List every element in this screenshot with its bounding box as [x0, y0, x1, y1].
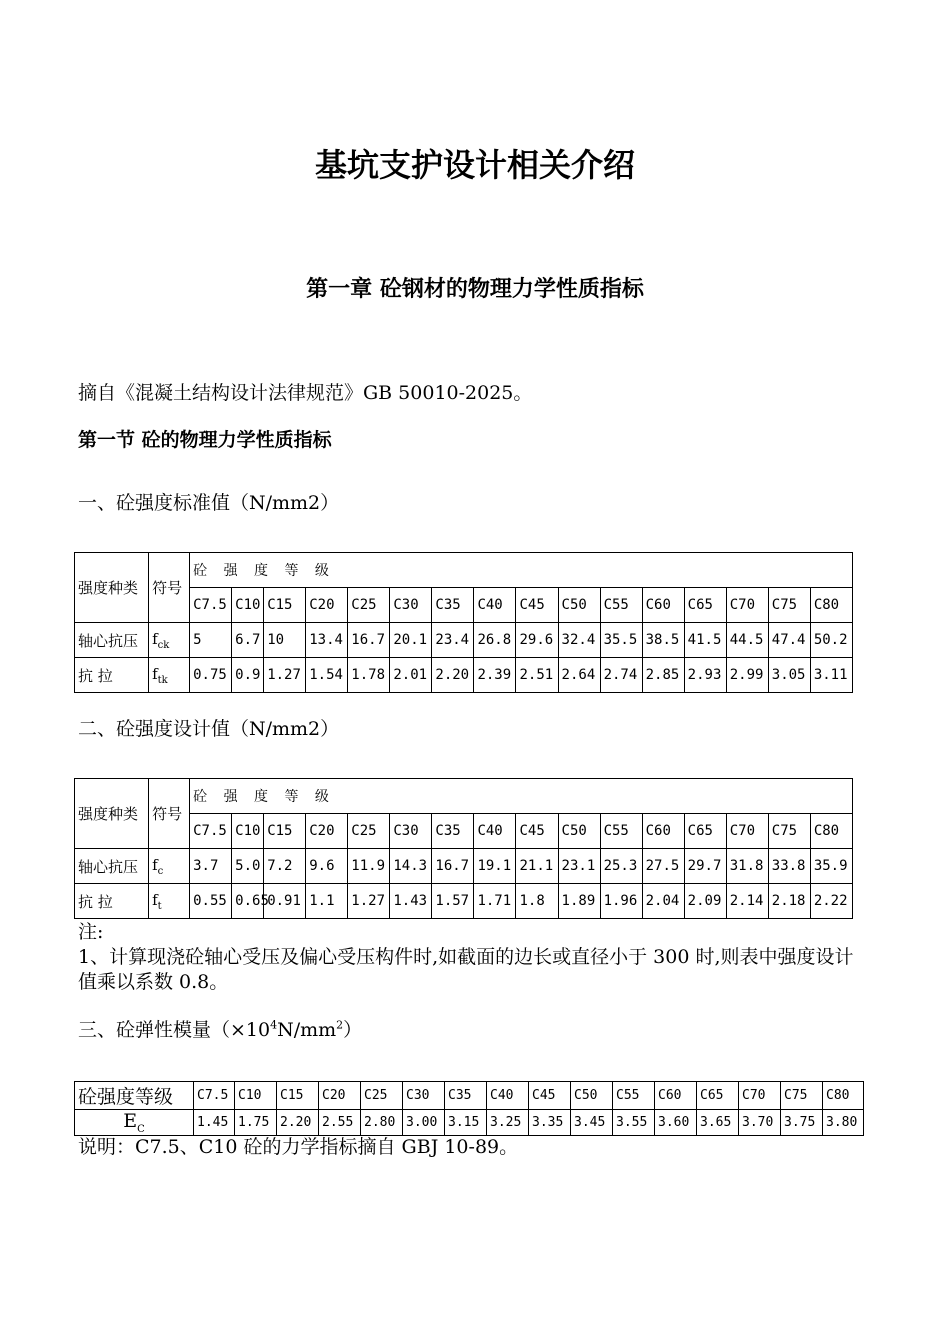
- grade-cell: C50: [558, 814, 600, 849]
- grade-cell: C10: [235, 1082, 277, 1110]
- grade-cell: C15: [264, 814, 306, 849]
- value-cell: 3.25: [487, 1110, 529, 1136]
- header-row: [75, 553, 853, 588]
- grade-cell: C30: [390, 814, 432, 849]
- grade-cell: C70: [726, 814, 768, 849]
- grade-cell: C80: [823, 1082, 864, 1110]
- value-cell: 3.80: [823, 1110, 864, 1136]
- grade-cell: C70: [739, 1082, 781, 1110]
- value-cell: 2.85: [642, 658, 684, 693]
- value-cell: 2.64: [558, 658, 600, 693]
- value-cell: 2.39: [474, 658, 516, 693]
- modulus-subscript: C: [137, 1123, 145, 1135]
- value-cell: 16.7: [432, 849, 474, 884]
- value-cell: 1.75: [235, 1110, 277, 1136]
- value-cell: 29.6: [516, 623, 558, 658]
- value-cell: 6.7: [232, 623, 264, 658]
- col-type-header: 强度种类: [75, 779, 149, 849]
- table-row: [75, 623, 853, 658]
- value-cell: 13.4: [306, 623, 348, 658]
- strength-standard-table: [74, 552, 853, 693]
- grade-row: [75, 588, 853, 623]
- value-cell: 19.1: [474, 849, 516, 884]
- value-cell: 3.7: [190, 849, 232, 884]
- grade-cell: C50: [571, 1082, 613, 1110]
- note-label: 注:: [78, 921, 104, 943]
- value-cell: 3.70: [739, 1110, 781, 1136]
- grade-cell: C25: [348, 588, 390, 623]
- value-cell: 16.7: [348, 623, 390, 658]
- value-cell: 44.5: [726, 623, 768, 658]
- grade-cell: C55: [600, 588, 642, 623]
- table-row: [75, 849, 853, 884]
- grade-cell: C20: [306, 814, 348, 849]
- symbol-cell: [149, 623, 190, 658]
- value-cell: 2.93: [684, 658, 726, 693]
- strength-type-cell: 轴心抗压: [75, 623, 149, 658]
- section-heading: 第一节 砼的物理力学性质指标: [78, 429, 332, 451]
- value-cell: 35.5: [600, 623, 642, 658]
- chapter-heading: 第一章 砼钢材的物理力学性质指标: [306, 276, 644, 302]
- value-cell: 7.2: [264, 849, 306, 884]
- grade-cell: C25: [348, 814, 390, 849]
- value-cell: 1.27: [264, 658, 306, 693]
- value-cell: 25.3: [600, 849, 642, 884]
- value-cell: 23.1: [558, 849, 600, 884]
- value-cell: 1.89: [558, 884, 600, 919]
- value-cell: 9.6: [306, 849, 348, 884]
- grade-row: [75, 1082, 864, 1110]
- value-cell: 1.96: [600, 884, 642, 919]
- strength-design-table: [74, 778, 853, 919]
- value-cell: 1.78: [348, 658, 390, 693]
- grade-cell: C10: [232, 814, 264, 849]
- symbol-main: f: [152, 629, 158, 648]
- grade-cell: C30: [403, 1082, 445, 1110]
- value-cell: 50.2: [810, 623, 852, 658]
- grade-cell: C50: [558, 588, 600, 623]
- value-cell: 2.80: [361, 1110, 403, 1136]
- value-cell: 2.01: [390, 658, 432, 693]
- grade-cell: C10: [232, 588, 264, 623]
- value-cell: 10: [264, 623, 306, 658]
- value-cell: 2.99: [726, 658, 768, 693]
- grade-cell: C15: [277, 1082, 319, 1110]
- value-cell: 2.14: [726, 884, 768, 919]
- value-cell: 2.20: [432, 658, 474, 693]
- symbol-main: f: [152, 664, 158, 683]
- grade-cell: C35: [445, 1082, 487, 1110]
- value-cell: 2.51: [516, 658, 558, 693]
- grade-cell: C65: [684, 588, 726, 623]
- symbol-subscript: ck: [157, 639, 170, 651]
- value-cell: 1.71: [474, 884, 516, 919]
- grade-cell: C40: [474, 814, 516, 849]
- table3-heading: 三、砼弹性模量$(\times 10^4N/mm^2)$: [78, 1018, 363, 1041]
- value-cell: 0.75: [190, 658, 232, 693]
- value-cell: 0.55: [190, 884, 232, 919]
- grade-cell: C40: [487, 1082, 529, 1110]
- value-cell: 23.4: [432, 623, 474, 658]
- grade-cell: C7.5: [194, 1082, 235, 1110]
- value-cell: 20.1: [390, 623, 432, 658]
- grade-cell: C80: [810, 588, 852, 623]
- value-cell: 2.55: [319, 1110, 361, 1136]
- header-row: [75, 779, 853, 814]
- value-cell: 2.22: [810, 884, 852, 919]
- symbol-cell: [149, 849, 190, 884]
- strength-type-cell: 抗 拉: [75, 658, 149, 693]
- symbol-cell: [149, 658, 190, 693]
- value-cell: 3.35: [529, 1110, 571, 1136]
- value-cell: 32.4: [558, 623, 600, 658]
- strength-type-cell: 轴心抗压: [75, 849, 149, 884]
- intro-text: 摘自《混凝土结构设计法律规范》GB 50010-2025。: [78, 382, 533, 404]
- grade-cell: C75: [781, 1082, 823, 1110]
- grade-row: [75, 814, 853, 849]
- grade-cell: C40: [474, 588, 516, 623]
- value-cell: 2.18: [768, 884, 810, 919]
- value-cell: 47.4: [768, 623, 810, 658]
- grade-group-header: 砼 强 度 等 级: [190, 553, 853, 588]
- value-cell: 2.09: [684, 884, 726, 919]
- grade-label-cell: 砼强度等级: [75, 1082, 194, 1110]
- grade-cell: C65: [684, 814, 726, 849]
- value-cell: 3.05: [768, 658, 810, 693]
- symbol-cell: [149, 884, 190, 919]
- grade-cell: C65: [697, 1082, 739, 1110]
- value-cell: 3.45: [571, 1110, 613, 1136]
- value-cell: 0.65: [232, 884, 264, 919]
- value-cell: 31.8: [726, 849, 768, 884]
- value-cell: 1.8: [516, 884, 558, 919]
- value-cell: 3.15: [445, 1110, 487, 1136]
- grade-cell: C80: [810, 814, 852, 849]
- grade-cell: C45: [529, 1082, 571, 1110]
- value-cell: 3.55: [613, 1110, 655, 1136]
- page-title: 基坑支护设计相关介绍: [314, 146, 635, 184]
- value-cell: 27.5: [642, 849, 684, 884]
- value-cell: 26.8: [474, 623, 516, 658]
- value-cell: 5.0: [232, 849, 264, 884]
- grade-cell: C35: [432, 814, 474, 849]
- value-cell: 0.91: [264, 884, 306, 919]
- grade-cell: C55: [613, 1082, 655, 1110]
- grade-cell: C75: [768, 588, 810, 623]
- grade-cell: C20: [319, 1082, 361, 1110]
- value-cell: 1.57: [432, 884, 474, 919]
- grade-cell: C15: [264, 588, 306, 623]
- value-cell: 2.04: [642, 884, 684, 919]
- value-cell: 1.27: [348, 884, 390, 919]
- grade-cell: C60: [642, 588, 684, 623]
- table-row: [75, 884, 853, 919]
- value-cell: 3.75: [781, 1110, 823, 1136]
- grade-cell: C45: [516, 588, 558, 623]
- value-cell: 3.60: [655, 1110, 697, 1136]
- value-cell: 21.1: [516, 849, 558, 884]
- value-cell: 1.45: [194, 1110, 235, 1136]
- grade-group-header: 砼 强 度 等 级: [190, 779, 853, 814]
- col-symbol-header: 符号: [149, 553, 190, 623]
- value-cell: 3.65: [697, 1110, 739, 1136]
- value-cell: 0.9: [232, 658, 264, 693]
- value-cell: 2.74: [600, 658, 642, 693]
- grade-cell: C75: [768, 814, 810, 849]
- grade-cell: C70: [726, 588, 768, 623]
- value-cell: 29.7: [684, 849, 726, 884]
- note-text: 1、计算现浇砼轴心受压及偏心受压构件时,如截面的边长或直径小于 300 时,则表中强度设计值乘以系数 0.8。: [78, 946, 854, 993]
- value-cell: 1.54: [306, 658, 348, 693]
- value-cell: 11.9: [348, 849, 390, 884]
- table-row: [75, 658, 853, 693]
- grade-cell: C7.5: [190, 588, 232, 623]
- value-cell: 41.5: [684, 623, 726, 658]
- symbol-subscript: t: [157, 900, 162, 912]
- col-symbol-header: 符号: [149, 779, 190, 849]
- grade-cell: C25: [361, 1082, 403, 1110]
- value-cell: 5: [190, 623, 232, 658]
- grade-cell: C7.5: [190, 814, 232, 849]
- grade-cell: C45: [516, 814, 558, 849]
- grade-cell: C20: [306, 588, 348, 623]
- grade-cell: C30: [390, 588, 432, 623]
- value-cell: 2.20: [277, 1110, 319, 1136]
- symbol-subscript: tk: [157, 674, 168, 686]
- value-cell: 14.3: [390, 849, 432, 884]
- symbol-main: f: [152, 890, 158, 909]
- grade-cell: C60: [642, 814, 684, 849]
- grade-cell: C60: [655, 1082, 697, 1110]
- value-cell: 35.9: [810, 849, 852, 884]
- grade-cell: C55: [600, 814, 642, 849]
- value-cell: 1.43: [390, 884, 432, 919]
- col-type-header: 强度种类: [75, 553, 149, 623]
- grade-cell: C35: [432, 588, 474, 623]
- value-cell: 3.00: [403, 1110, 445, 1136]
- footnote: 说明：C7.5、C10 砼的力学指标摘自 GBJ 10-89。: [78, 1136, 519, 1158]
- value-cell: 1.1: [306, 884, 348, 919]
- modulus-symbol: E: [123, 1110, 138, 1132]
- value-cell: 38.5: [642, 623, 684, 658]
- elastic-modulus-table: [74, 1081, 864, 1136]
- strength-type-cell: 抗 拉: [75, 884, 149, 919]
- symbol-subscript: c: [157, 865, 164, 877]
- table2-heading: 二、砼强度设计值（N/mm2）: [78, 718, 340, 740]
- table1-heading: 一、砼强度标准值（N/mm2）: [78, 492, 340, 514]
- value-cell: 33.8: [768, 849, 810, 884]
- value-cell: 3.11: [810, 658, 852, 693]
- symbol-main: f: [152, 855, 158, 874]
